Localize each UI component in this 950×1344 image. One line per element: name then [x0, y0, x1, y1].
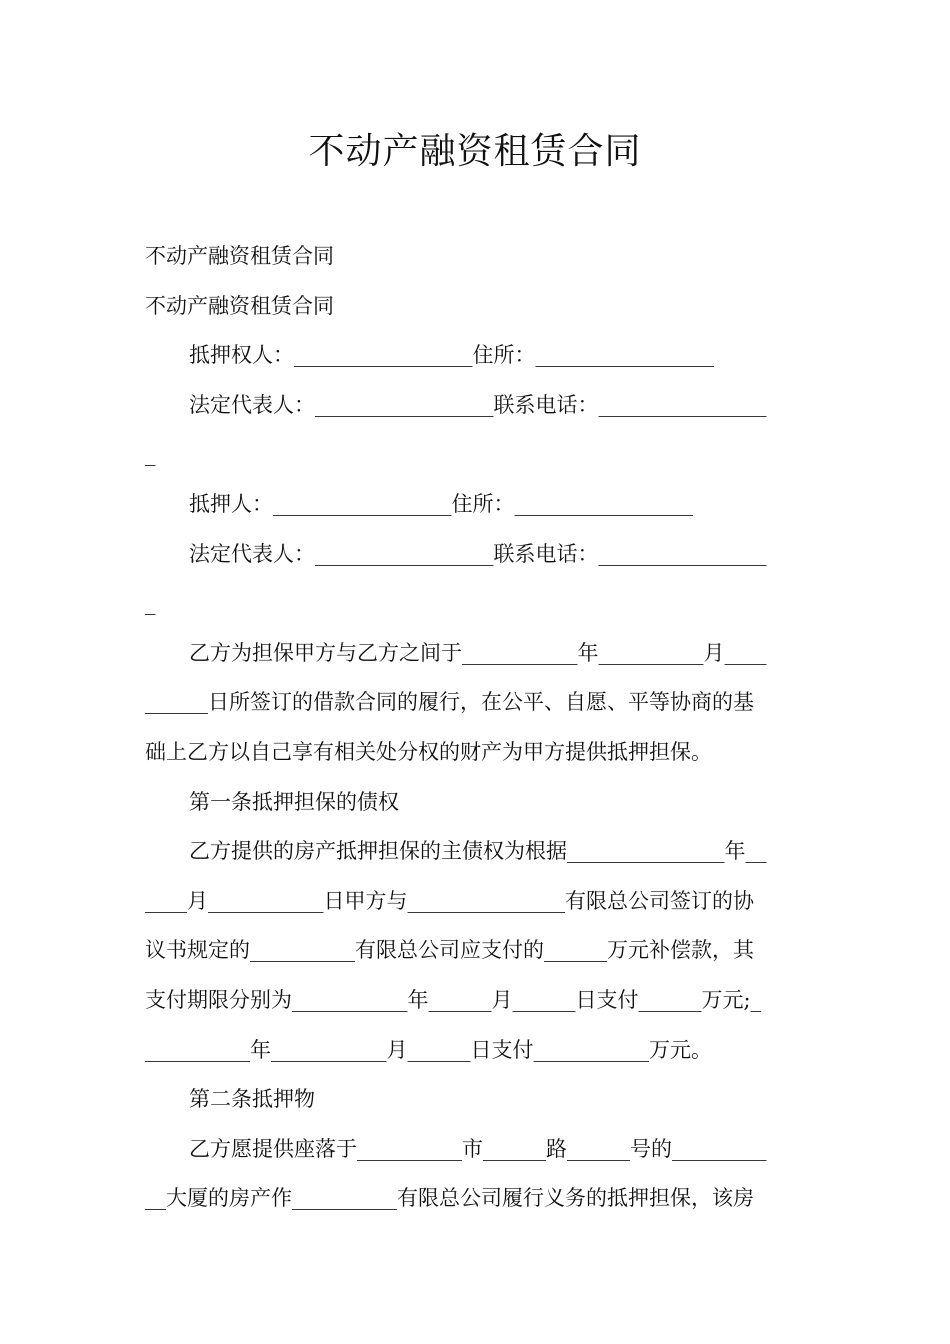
body-line: 不动产融资租赁合同 — [145, 293, 334, 318]
body-line: _ — [145, 591, 156, 616]
body-line: 议书规定的__________有限总公司应支付的______万元补偿款，其 — [145, 938, 754, 963]
body-line: 乙方愿提供座落于__________市______路______号的_________ — [189, 1136, 767, 1161]
body-line: ______日所签订的借款合同的履行，在公平、自愿、平等协商的基 — [145, 690, 754, 715]
body-line: 抵押权人：_________________住所：_________________ — [189, 343, 714, 368]
body-line: 法定代表人：_________________联系电话：________________ — [189, 541, 767, 566]
body-line: __大厦的房产作__________有限总公司履行义务的抵押担保，该房 — [145, 1186, 754, 1211]
section-heading: 第一条抵押担保的债权 — [189, 789, 399, 814]
body-line: _ — [145, 442, 156, 467]
body-line: 乙方为担保甲方与乙方之间于___________年__________月____ — [189, 640, 767, 665]
body-line: 础上乙方以自己享有相关处分权的财产为甲方提供抵押担保。 — [145, 739, 712, 764]
body-line: __________年___________月______日支付___________万元。 — [145, 1037, 712, 1062]
section-heading: 第二条抵押物 — [189, 1087, 315, 1112]
body-line: 不动产融资租赁合同 — [145, 244, 334, 268]
body-line: 乙方提供的房产抵押担保的主债权为根据_______________年__ — [189, 839, 767, 864]
body-line: 抵押人：_________________住所：_________________ — [189, 491, 693, 516]
document-title: 不动产融资租赁合同 — [308, 131, 642, 172]
body-line: 法定代表人：_________________联系电话：________________ — [189, 392, 767, 417]
body-line: ____月___________日甲方与_______________有限总公司签订的协 — [145, 888, 754, 913]
document-body — [145, 232, 807, 1224]
body-line: 支付期限分别为___________年______月______日支付______万元;_ — [145, 987, 762, 1012]
